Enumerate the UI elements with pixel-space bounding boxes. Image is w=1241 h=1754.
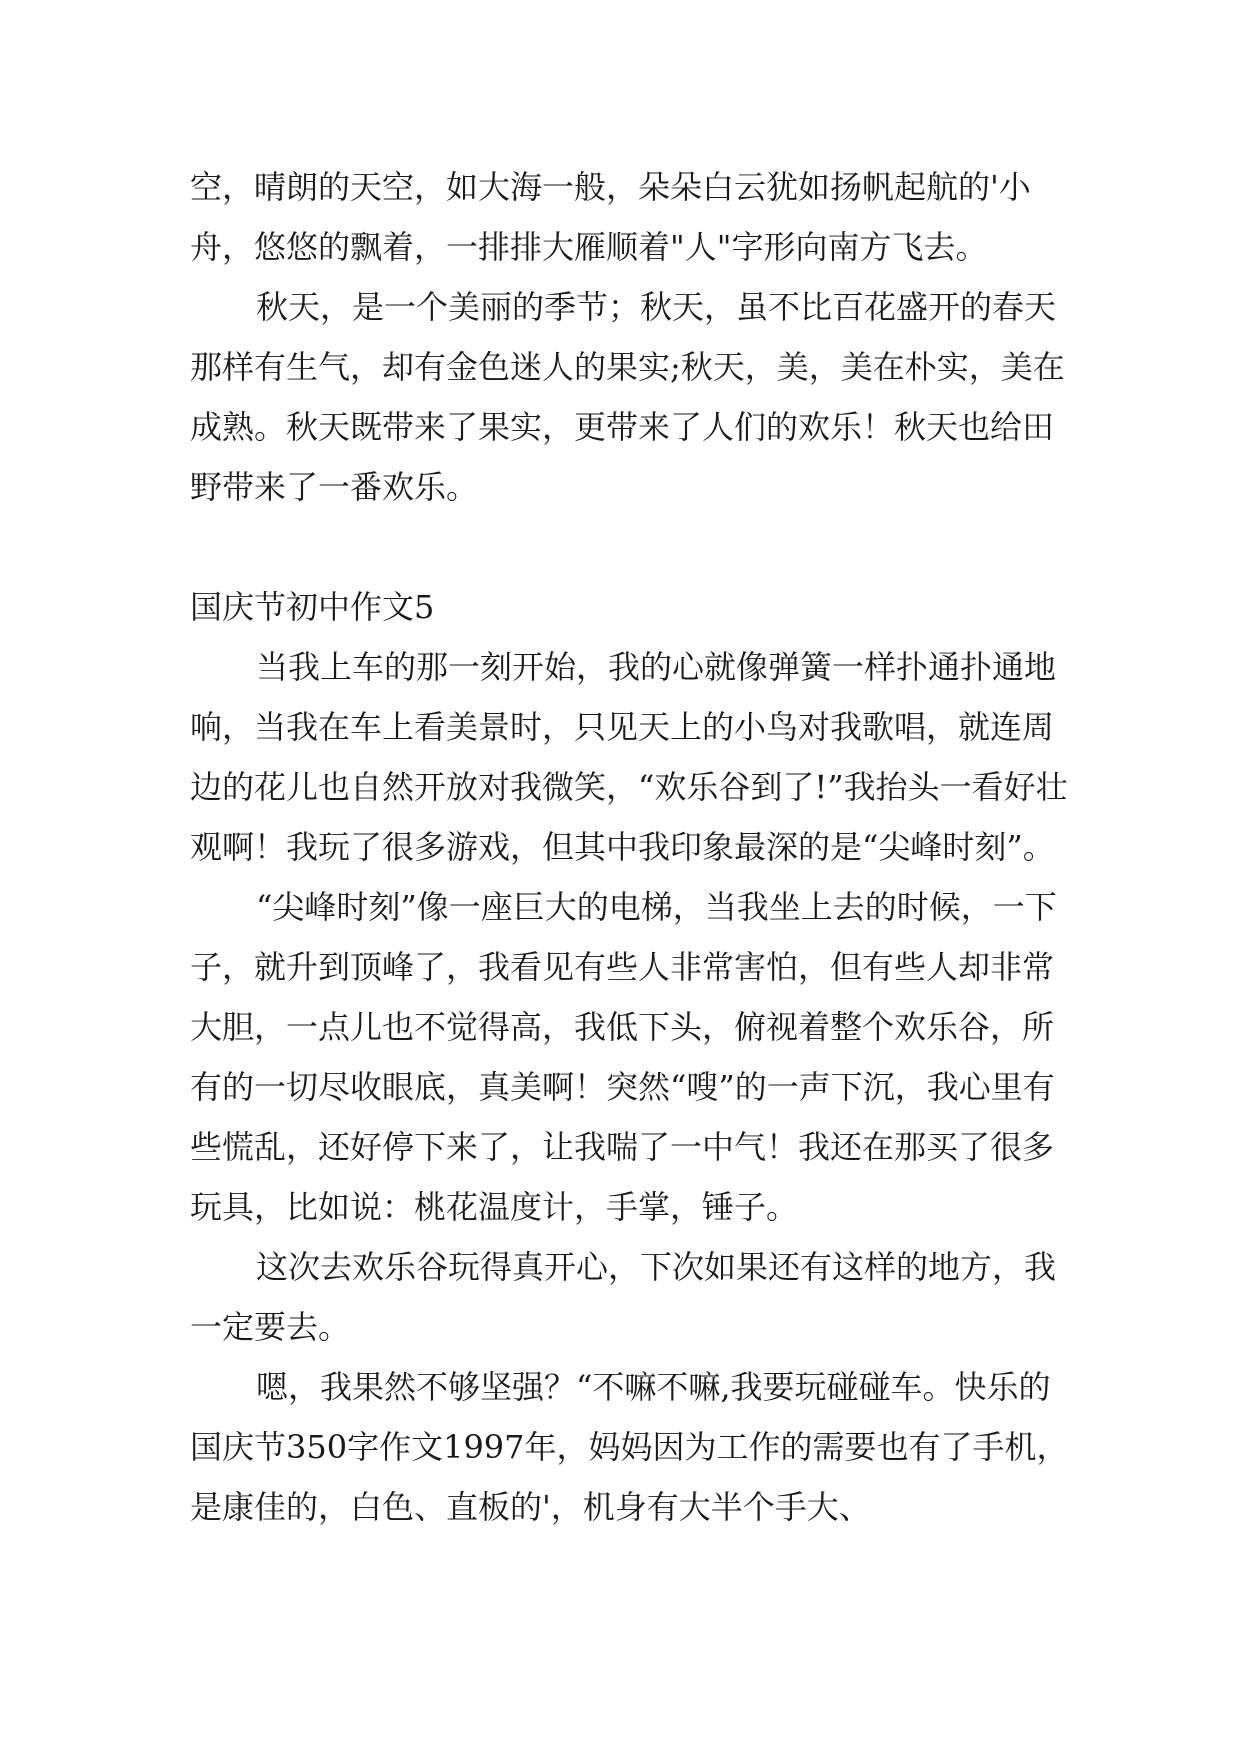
- paragraph-national-day: 嗯，我果然不够坚强？“不嘛不嘛,我要玩碰碰车。快乐的国庆节350字作文1997年，妈妈因为工作的需要也有了手机，是康佳的，白色、直板的'，机身有大半个手大、: [190, 1368, 1069, 1526]
- paragraph-conclusion: 这次去欢乐谷玩得真开心，下次如果还有这样的地方，我一定要去。: [190, 1248, 1057, 1346]
- document-body: [190, 157, 1070, 1537]
- section-heading: 国庆节初中作文5: [190, 588, 435, 626]
- paragraph-bus-ride: 当我上车的那一刻开始，我的心就像弹簧一样扑通扑通地响，当我在车上看美景时，只见天上的小鸟对我歌唱，就连周边的花儿也自然开放对我微笑，“欢乐谷到了!”我抬头一看好壮观啊！我玩了很多游戏，但其中我印象最深的是“尖峰时刻”。: [190, 648, 1068, 866]
- paragraph-continuation: 空，晴朗的天空，如大海一般，朵朵白云犹如扬帆起航的'小舟，悠悠的飘着，一排排大雁顺着"人"字形向南方飞去。: [190, 168, 1031, 266]
- section-gap: [190, 517, 1070, 577]
- paragraph-autumn: 秋天，是一个美丽的季节；秋天，虽不比百花盛开的春天那样有生气，却有金色迷人的果实;秋天，美，美在朴实，美在成熟。秋天既带来了果实，更带来了人们的欢乐！秋天也给田野带来了一番欢乐。: [190, 288, 1065, 506]
- paragraph-peak-moment: “尖峰时刻”像一座巨大的电梯，当我坐上去的时候，一下子，就升到顶峰了，我看见有些人非常害怕，但有些人却非常大胆，一点儿也不觉得高，我低下头，俯视着整个欢乐谷，所有的一切尽收眼底，真美啊！突然“嗖”的一声下沉，我心里有些慌乱，还好停下来了，让我喘了一中气！我还在那买了很多玩具，比如说：桃花温度计，手掌，锤子。: [190, 888, 1057, 1226]
